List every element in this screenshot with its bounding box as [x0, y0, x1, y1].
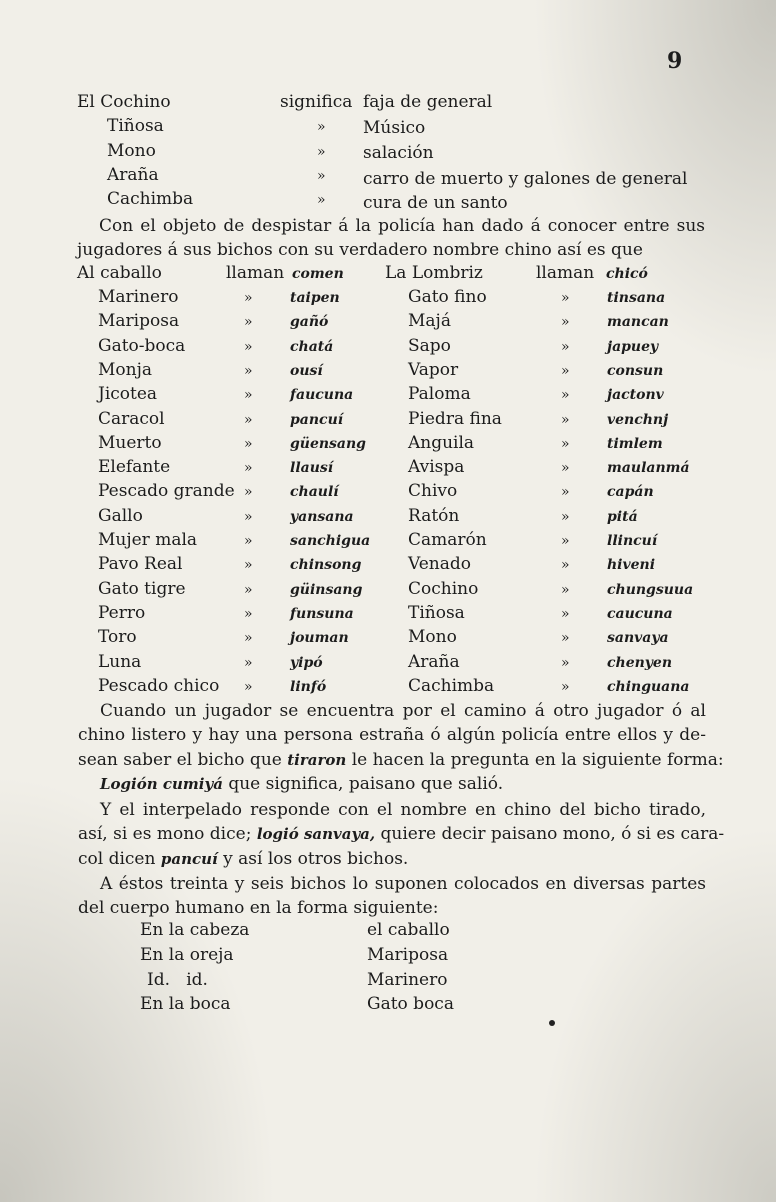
chinese-name: chinsong: [290, 557, 362, 574]
chinese-name: llausí: [290, 460, 334, 477]
animal-name: Tiñosa: [408, 602, 465, 623]
animal-name: Venado: [408, 554, 471, 575]
text-line: jugadores á sus bichos con su verdadero nombre chino así es que: [77, 240, 643, 261]
row-sep: »: [561, 314, 570, 331]
chinese-name: maulanmá: [607, 460, 690, 477]
animal-name: Ratón: [408, 505, 460, 526]
animal-name: Muerto: [98, 432, 162, 453]
animal-name: Marinero: [98, 287, 179, 307]
chinese-name: chicó: [606, 266, 648, 282]
chinese-name: funsuna: [290, 605, 354, 622]
def-term: Tiñosa: [107, 116, 164, 136]
text-line: chino listero y hay una persona estraña ó algún policía entre ellos y de-: [78, 725, 706, 746]
def-term: Araña: [107, 165, 159, 185]
row-sep: »: [244, 557, 253, 574]
text-line: [78, 822, 725, 846]
chinese-name: gañó: [290, 314, 329, 331]
row-sep: »: [244, 533, 253, 549]
animal-name: Anguila: [408, 432, 475, 453]
chinese-name: sanchigua: [290, 533, 371, 549]
chinese-name: chungsuua: [607, 581, 694, 598]
chinese-name: chinguana: [607, 678, 690, 695]
intro-paragraph: [77, 214, 705, 263]
def-sep: »: [317, 192, 326, 208]
def-meaning: salación: [363, 143, 434, 163]
def-meaning: Músico: [363, 118, 426, 138]
animal-name: Chivo: [408, 481, 458, 502]
text-line: A éstos treinta y seis bichos lo suponen colocados en diversas partes: [100, 874, 706, 894]
animal-name: Jicotea: [98, 384, 158, 405]
body-part-animal: Marinero: [367, 970, 448, 990]
animal-name: Paloma: [408, 384, 471, 405]
verb-label: llaman: [226, 263, 285, 283]
animal-name: Araña: [408, 651, 460, 672]
def-meaning: carro de muerto y galones de general: [363, 169, 688, 189]
row-sep: »: [561, 460, 570, 477]
page-number: 9: [667, 48, 683, 74]
animal-name: Pescado grande: [98, 481, 235, 502]
def-term: Mono: [107, 141, 156, 161]
text-line: Y el interpelado responde con el nombre en chino del bicho tirado,: [100, 800, 706, 820]
row-sep: »: [561, 362, 570, 379]
text-line: [78, 748, 724, 772]
animal-name: Majá: [408, 311, 451, 332]
row-sep: »: [561, 338, 570, 355]
def-sep: »: [317, 119, 326, 135]
text-span: col dicen: [78, 848, 161, 869]
emphasis: tiraron: [287, 750, 347, 769]
text-line: Con el objeto de despistar á la policía han dado á conocer entre sus: [99, 216, 705, 236]
animal-name: Caracol: [98, 408, 165, 429]
chinese-name: güinsang: [290, 581, 363, 598]
chinese-name: comen: [292, 266, 344, 282]
chinese-name: yipó: [290, 654, 323, 671]
paragraph-question: [78, 699, 724, 797]
text-span: que significa, paisano que salió.: [222, 774, 504, 795]
row-sep: »: [561, 411, 570, 428]
animal-name: Gato fino: [408, 287, 487, 307]
animal-name: Elefante: [98, 457, 171, 478]
chinese-name: chatá: [290, 338, 334, 355]
row-sep: »: [244, 630, 253, 647]
animal-name: Mono: [408, 627, 457, 648]
def-meaning: faja de general: [363, 92, 493, 112]
row-sep: »: [244, 435, 253, 452]
row-sep: »: [244, 581, 253, 598]
animal-name: Gato-boca: [98, 335, 186, 356]
row-sep: »: [244, 362, 253, 379]
animal-name: Mujer mala: [98, 530, 198, 550]
emphasis: logió sanvaya,: [256, 825, 376, 844]
chinese-name: tinsana: [607, 290, 666, 306]
row-sep: »: [244, 484, 253, 501]
animal-name: Piedra fina: [408, 408, 502, 429]
animal-name: Mariposa: [98, 311, 180, 332]
row-sep: »: [244, 605, 253, 622]
def-sep: significa: [280, 92, 353, 112]
row-sep: »: [244, 314, 253, 331]
chinese-name: chenyen: [607, 654, 673, 671]
row-sep: »: [561, 435, 570, 452]
emphasis: pancuí: [160, 849, 218, 868]
def-sep: »: [317, 168, 326, 184]
verb-label: llaman: [536, 263, 595, 283]
animal-name: Monja: [98, 359, 152, 380]
animal-name: Sapo: [408, 335, 451, 356]
chinese-name: pancuí: [290, 411, 344, 428]
body-part: En la boca: [140, 994, 231, 1014]
chinese-name: llincuí: [607, 533, 658, 549]
chinese-name: jactonv: [607, 387, 664, 404]
animal-name: Cochino: [408, 578, 479, 599]
row-sep: »: [244, 678, 253, 695]
body-part: En la cabeza: [140, 920, 250, 940]
chinese-name: yansana: [290, 508, 354, 525]
row-sep: »: [561, 654, 570, 671]
def-term: Cachimba: [107, 189, 194, 209]
chinese-name: venchnj: [607, 411, 669, 428]
chinese-name: taipen: [290, 290, 340, 306]
def-term: El Cochino: [77, 92, 171, 112]
ink-dot: [549, 1020, 555, 1026]
chinese-name: sanvaya: [607, 630, 669, 647]
body-part: Id. id.: [147, 970, 208, 990]
chinese-name: consun: [607, 362, 664, 379]
animal-name: Luna: [98, 651, 142, 672]
row-sep: »: [244, 460, 253, 477]
body-part-animal: el caballo: [367, 920, 450, 940]
chinese-name: chaulí: [290, 484, 339, 501]
animal-name: Cachimba: [408, 675, 495, 696]
def-sep: »: [317, 144, 326, 160]
animal-name: Pavo Real: [98, 554, 183, 575]
body-part-animal: Gato boca: [367, 994, 454, 1014]
body-part: En la oreja: [140, 945, 234, 965]
row-sep: »: [244, 290, 253, 306]
text-span: le hacen la pregunta en la siguiente forma:: [346, 749, 724, 770]
row-sep: »: [561, 605, 570, 622]
row-sep: »: [561, 630, 570, 647]
row-sep: »: [561, 557, 570, 574]
animal-name: Perro: [98, 602, 146, 623]
text-line: [78, 847, 706, 871]
animal-name: Gallo: [98, 505, 143, 526]
animal-name: Avispa: [408, 457, 465, 478]
text-span: y así los otros bichos.: [217, 848, 409, 869]
row-sep: »: [244, 508, 253, 525]
animal-name: Toro: [98, 627, 137, 648]
animal-name: Al caballo: [77, 263, 162, 283]
row-sep: »: [561, 484, 570, 501]
chinese-name: faucuna: [290, 387, 354, 404]
row-sep: »: [561, 290, 570, 306]
emphasis: Logión cumiyá: [100, 775, 223, 794]
row-sep: »: [561, 533, 570, 549]
chinese-name: jouman: [290, 630, 349, 647]
chinese-name: ousí: [290, 362, 323, 379]
row-sep: »: [244, 387, 253, 404]
chinese-name: mancan: [607, 314, 669, 331]
chinese-name: capán: [607, 484, 654, 501]
text-line: Cuando un jugador se encuentra por el camino á otro jugador ó al: [100, 701, 706, 721]
chinese-name: hiveni: [607, 557, 656, 574]
body-part-animal: Mariposa: [367, 945, 449, 965]
chinese-name: güensang: [290, 435, 366, 452]
text-span: sean saber el bicho que: [78, 749, 288, 770]
text-span: quiere decir paisano mono, ó si es cara-: [375, 824, 725, 845]
animal-name: Camarón: [408, 530, 487, 550]
row-sep: »: [561, 678, 570, 695]
text-span: así, si es mono dice;: [78, 824, 257, 845]
animal-name: Pescado chico: [98, 675, 220, 696]
def-meaning: cura de un santo: [363, 193, 508, 213]
chinese-name: japuey: [607, 338, 659, 355]
chinese-name: pitá: [607, 508, 638, 525]
text-line: [78, 772, 706, 796]
row-sep: »: [244, 338, 253, 355]
animal-name: Vapor: [408, 359, 459, 380]
chinese-name: timlem: [607, 435, 663, 452]
row-sep: »: [561, 387, 570, 404]
row-sep: »: [244, 654, 253, 671]
animal-name: Gato tigre: [98, 578, 186, 599]
row-sep: »: [561, 508, 570, 525]
paragraph-answer: [78, 798, 725, 871]
text-line: del cuerpo humano en la forma siguiente:: [78, 898, 439, 919]
row-sep: »: [561, 581, 570, 598]
paragraph-body-parts: [78, 872, 706, 921]
chinese-name: linfó: [290, 678, 327, 695]
row-sep: »: [244, 411, 253, 428]
chinese-name: caucuna: [607, 605, 673, 622]
animal-name: La Lombriz: [385, 263, 483, 283]
